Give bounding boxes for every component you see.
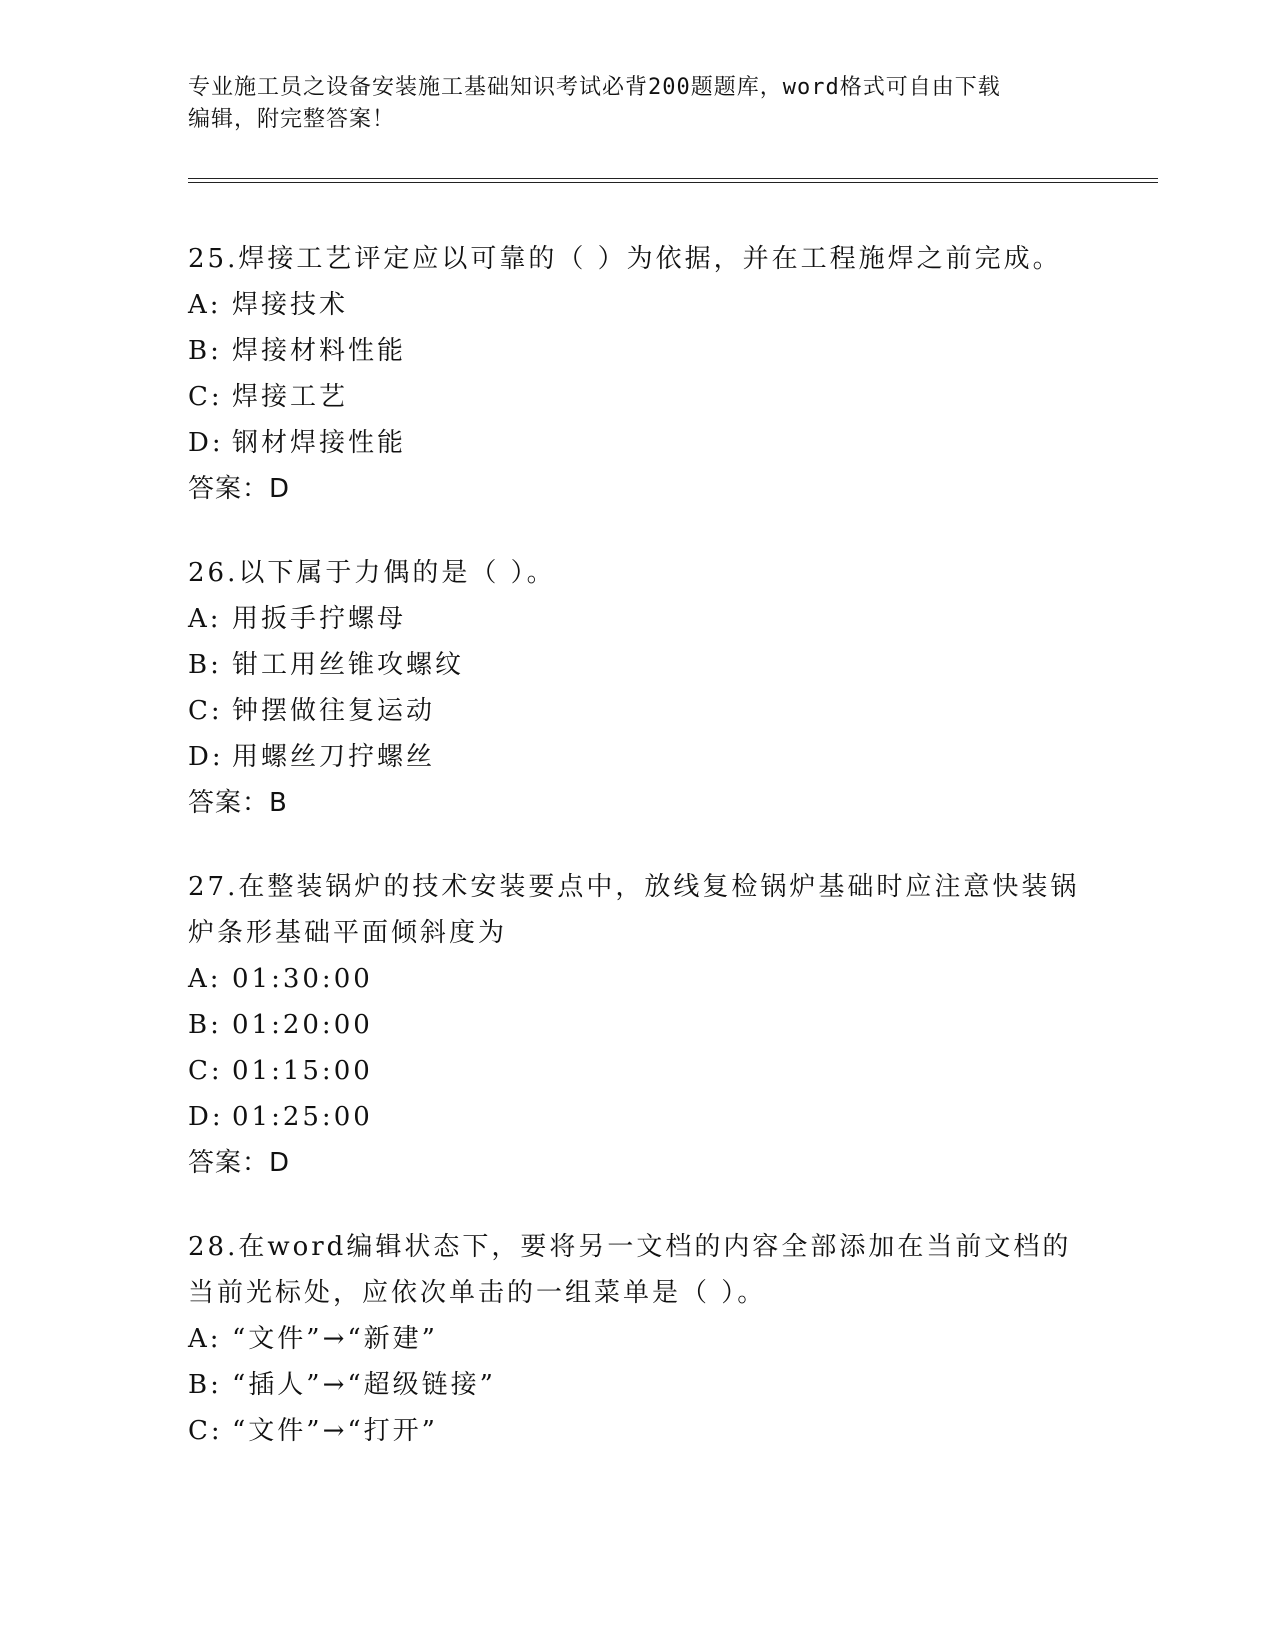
answer-line: 答案：B	[188, 788, 288, 818]
option-text: 用扳手拧螺母	[232, 604, 407, 634]
question-text: 26.以下属于力偶的是（ ）。	[188, 558, 556, 588]
option-a	[188, 596, 1088, 642]
option-label: D:	[188, 1102, 224, 1132]
option-label: C:	[188, 1416, 223, 1446]
option-text: 焊接材料性能	[232, 336, 407, 366]
option-text: 用螺丝刀拧螺丝	[232, 742, 436, 772]
option-text: 01:20:00	[232, 1010, 373, 1040]
option-label: C:	[188, 382, 223, 412]
option-text: 01:25:00	[232, 1102, 373, 1132]
option-label: A:	[188, 604, 222, 634]
option-label: D:	[188, 742, 224, 772]
option-a	[188, 282, 1088, 328]
question-list	[188, 236, 1088, 1492]
option-text: “插人”→“超级链接”	[232, 1370, 496, 1400]
option-text: 焊接工艺	[232, 382, 349, 412]
option-label: A:	[188, 290, 222, 320]
option-c	[188, 688, 1088, 734]
header-line-2: 编辑，附完整答案！	[188, 107, 396, 132]
option-d	[188, 1094, 1088, 1140]
question-28	[188, 1224, 1088, 1454]
question-27	[188, 864, 1088, 1186]
option-c	[188, 374, 1088, 420]
question-text: 28.在word编辑状态下，要将另一文档的内容全部添加在当前文档的当前光标处，应依次单击的一组菜单是（ ）。	[188, 1232, 1072, 1308]
header-divider	[188, 178, 1158, 183]
option-text: “文件”→“新建”	[232, 1324, 438, 1354]
option-text: “文件”→“打开”	[232, 1416, 438, 1446]
option-text: 钢材焊接性能	[232, 428, 407, 458]
option-b	[188, 1002, 1088, 1048]
option-a	[188, 1316, 1088, 1362]
option-b	[188, 1362, 1088, 1408]
option-text: 01:30:00	[232, 964, 373, 994]
option-label: A:	[188, 1324, 222, 1354]
document-header	[188, 72, 1088, 136]
option-b	[188, 328, 1088, 374]
option-label: A:	[188, 964, 222, 994]
option-label: B:	[188, 336, 222, 366]
question-26	[188, 550, 1088, 826]
option-text: 钟摆做往复运动	[232, 696, 436, 726]
option-b	[188, 642, 1088, 688]
option-d	[188, 420, 1088, 466]
option-a	[188, 956, 1088, 1002]
answer-line: 答案：D	[188, 474, 291, 504]
option-c	[188, 1408, 1088, 1454]
question-text: 25.焊接工艺评定应以可靠的（ ）为依据，并在工程施焊之前完成。	[188, 244, 1062, 274]
header-line-1: 专业施工员之设备安装施工基础知识考试必背200题题库，word格式可自由下载	[188, 75, 1001, 100]
question-25	[188, 236, 1088, 512]
option-label: B:	[188, 1370, 222, 1400]
option-text: 钳工用丝锥攻螺纹	[232, 650, 465, 680]
answer-line: 答案：D	[188, 1148, 291, 1178]
option-c	[188, 1048, 1088, 1094]
option-text: 01:15:00	[232, 1056, 373, 1086]
option-text: 焊接技术	[232, 290, 349, 320]
option-label: C:	[188, 1056, 223, 1086]
option-label: B:	[188, 1010, 222, 1040]
option-d	[188, 734, 1088, 780]
option-label: C:	[188, 696, 223, 726]
option-label: B:	[188, 650, 222, 680]
option-label: D:	[188, 428, 224, 458]
question-text: 27.在整装锅炉的技术安装要点中，放线复检锅炉基础时应注意快装锅炉条形基础平面倾斜度为	[188, 872, 1080, 948]
